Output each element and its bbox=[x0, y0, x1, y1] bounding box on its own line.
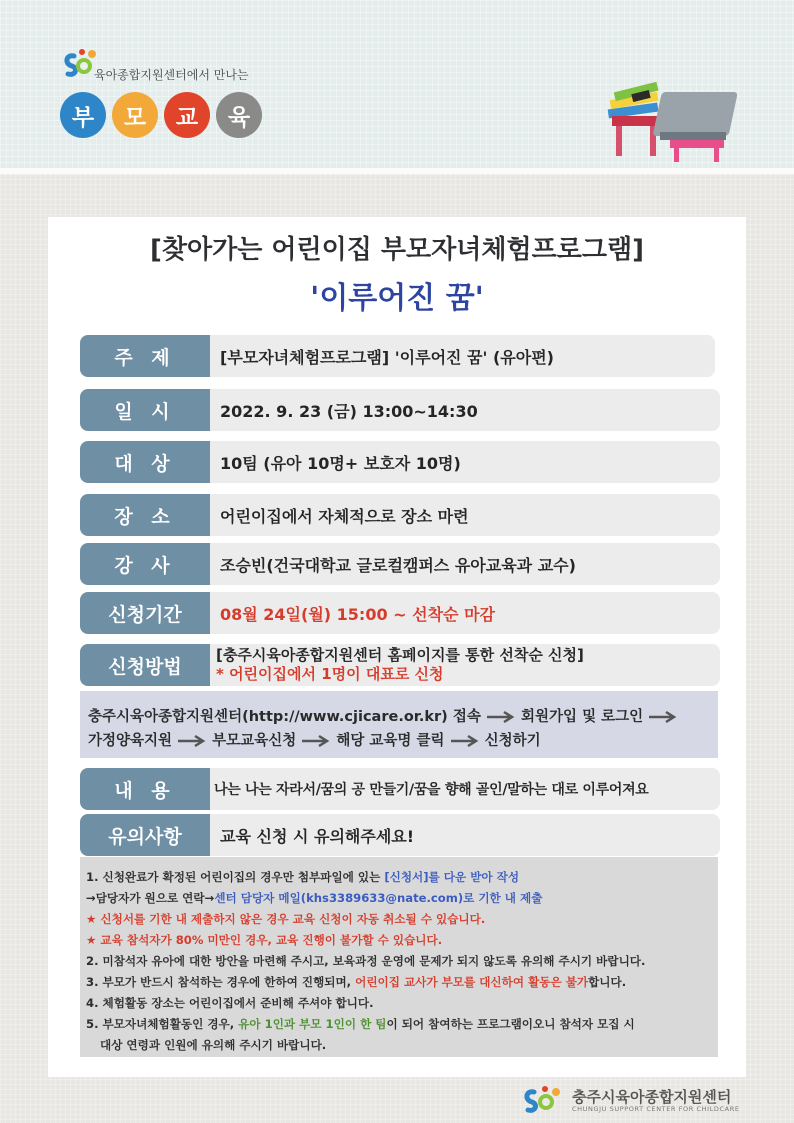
content-card bbox=[48, 217, 746, 1077]
badge-mo: 모 bbox=[112, 92, 158, 138]
badge-yuk: 육 bbox=[216, 92, 262, 138]
brand-subtitle: 육아종합지원센터에서 만나는 bbox=[94, 68, 249, 82]
note-line bbox=[86, 1016, 635, 1032]
procedure-line-1 bbox=[88, 705, 678, 726]
badge-gyo: 교 bbox=[164, 92, 210, 138]
row-label: 대 상 bbox=[80, 441, 210, 483]
row-value: 어린이집에서 자체적으로 장소 마련 bbox=[220, 506, 469, 526]
note-line bbox=[86, 869, 519, 885]
note-text: 합니다. bbox=[588, 975, 627, 989]
books-laptop-illustration-icon bbox=[604, 82, 744, 164]
row-value: 조승빈(건국대학교 글로컬캠퍼스 유아교육과 교수) bbox=[220, 555, 576, 575]
procedure-step-login: 회원가입 및 로그인 bbox=[521, 709, 644, 725]
right-arrow-icon bbox=[648, 710, 678, 724]
note-highlight: 유아 1인과 부모 1인이 한 팀 bbox=[238, 1017, 387, 1031]
badge-bu: 부 bbox=[60, 92, 106, 138]
row-label: 장 소 bbox=[80, 494, 210, 536]
page-title: [찾아가는 어린이집 부모자녀체험프로그램] bbox=[150, 235, 644, 265]
note-line bbox=[86, 890, 542, 906]
row-label: 신청방법 bbox=[80, 644, 210, 686]
note-warning: ★ 교육 참석자가 80% 미만인 경우, 교육 진행이 불가할 수 있습니다. bbox=[86, 933, 443, 947]
application-procedure bbox=[80, 691, 718, 758]
note-text: 5. 부모자녀체험활동인 경우, bbox=[86, 1017, 239, 1031]
procedure-step-access: 충주시육아종합지원센터(http://www.cjicare.or.kr) 접속 bbox=[88, 709, 481, 725]
row-label: 강 사 bbox=[80, 543, 210, 585]
row-label: 신청기간 bbox=[80, 592, 210, 634]
note-line bbox=[86, 974, 626, 990]
row-value: [부모자녀체험프로그램] '이루어진 꿈' (유아편) bbox=[220, 347, 554, 367]
center-logo-icon bbox=[520, 1084, 568, 1116]
row-label: 일 시 bbox=[80, 389, 210, 431]
row-value: 10팀 (유아 10명+ 보호자 10명) bbox=[220, 453, 461, 473]
procedure-line-2 bbox=[88, 729, 541, 750]
program-subtitle: '이루어진 꿈' bbox=[310, 281, 484, 316]
note-text: →담당자가 원으로 연락→ bbox=[86, 891, 215, 905]
right-arrow-icon bbox=[450, 734, 480, 748]
row-value: 2022. 9. 23 (금) 13:00~14:30 bbox=[220, 401, 478, 421]
note-highlight: 어린이집 교사가 부모를 대신하여 활동은 불가 bbox=[355, 975, 589, 989]
procedure-step-click: 해당 교육명 클릭 bbox=[336, 733, 445, 749]
footer-logo bbox=[520, 1084, 760, 1116]
right-arrow-icon bbox=[177, 734, 207, 748]
notice-details bbox=[80, 857, 718, 1057]
row-value-line2: * 어린이집에서 1명이 대표로 신청 bbox=[216, 665, 444, 683]
note-text: 1. 신청완료가 확정된 어린이집의 경우만 첨부파일에 있는 bbox=[86, 870, 385, 884]
row-label: 내 용 bbox=[80, 768, 210, 810]
brand-title-badges bbox=[60, 92, 262, 138]
row-label: 주 제 bbox=[80, 335, 210, 377]
note-highlight: [신청서]를 다운 받아 작성 bbox=[384, 870, 520, 884]
row-value: 나는 나는 자라서/꿈의 공 만들기/꿈을 향해 골인/말하는 대로 이루어져요 bbox=[214, 782, 649, 798]
procedure-step-apply: 신청하기 bbox=[484, 733, 541, 749]
right-arrow-icon bbox=[301, 734, 331, 748]
note-highlight: 센터 담당자 메일(khs3389633@nate.com)로 기한 내 제출 bbox=[214, 891, 543, 905]
procedure-step-home-care: 가정양육지원 bbox=[88, 733, 173, 749]
row-value: 교육 신청 시 유의해주세요! bbox=[220, 826, 415, 846]
row-label: 유의사항 bbox=[80, 814, 210, 856]
note-warning: ★ 신청서를 기한 내 제출하지 않은 경우 교육 신청이 자동 취소될 수 있습니다. bbox=[86, 912, 486, 926]
row-value-line1: [충주시육아종합지원센터 홈페이지를 통한 선착순 신청] bbox=[216, 646, 584, 664]
right-arrow-icon bbox=[486, 710, 516, 724]
row-value bbox=[216, 644, 706, 686]
row-value: 08월 24일(월) 15:00 ~ 선착순 마감 bbox=[220, 604, 495, 624]
note-text: 3. 부모가 반드시 참석하는 경우에 한하여 진행되며, bbox=[86, 975, 356, 989]
note-text: 이 되어 참여하는 프로그램이오니 참석자 모집 시 bbox=[386, 1017, 635, 1031]
center-name-english: CHUNGJU SUPPORT CENTER FOR CHILDCARE bbox=[572, 1105, 740, 1113]
note-line: 대상 연령과 인원에 유의해 주시기 바랍니다. bbox=[100, 1038, 327, 1052]
note-line: 4. 체험활동 장소는 어린이집에서 준비해 주셔야 합니다. bbox=[86, 996, 374, 1010]
center-name: 충주시육아종합지원센터 bbox=[572, 1088, 732, 1106]
note-line: 2. 미참석자 유아에 대한 방안을 마련해 주시고, 보육과정 운영에 문제가 되지 않도록 유의해 주시기 바랍니다. bbox=[86, 954, 646, 968]
procedure-step-parent-edu: 부모교육신청 bbox=[212, 733, 297, 749]
